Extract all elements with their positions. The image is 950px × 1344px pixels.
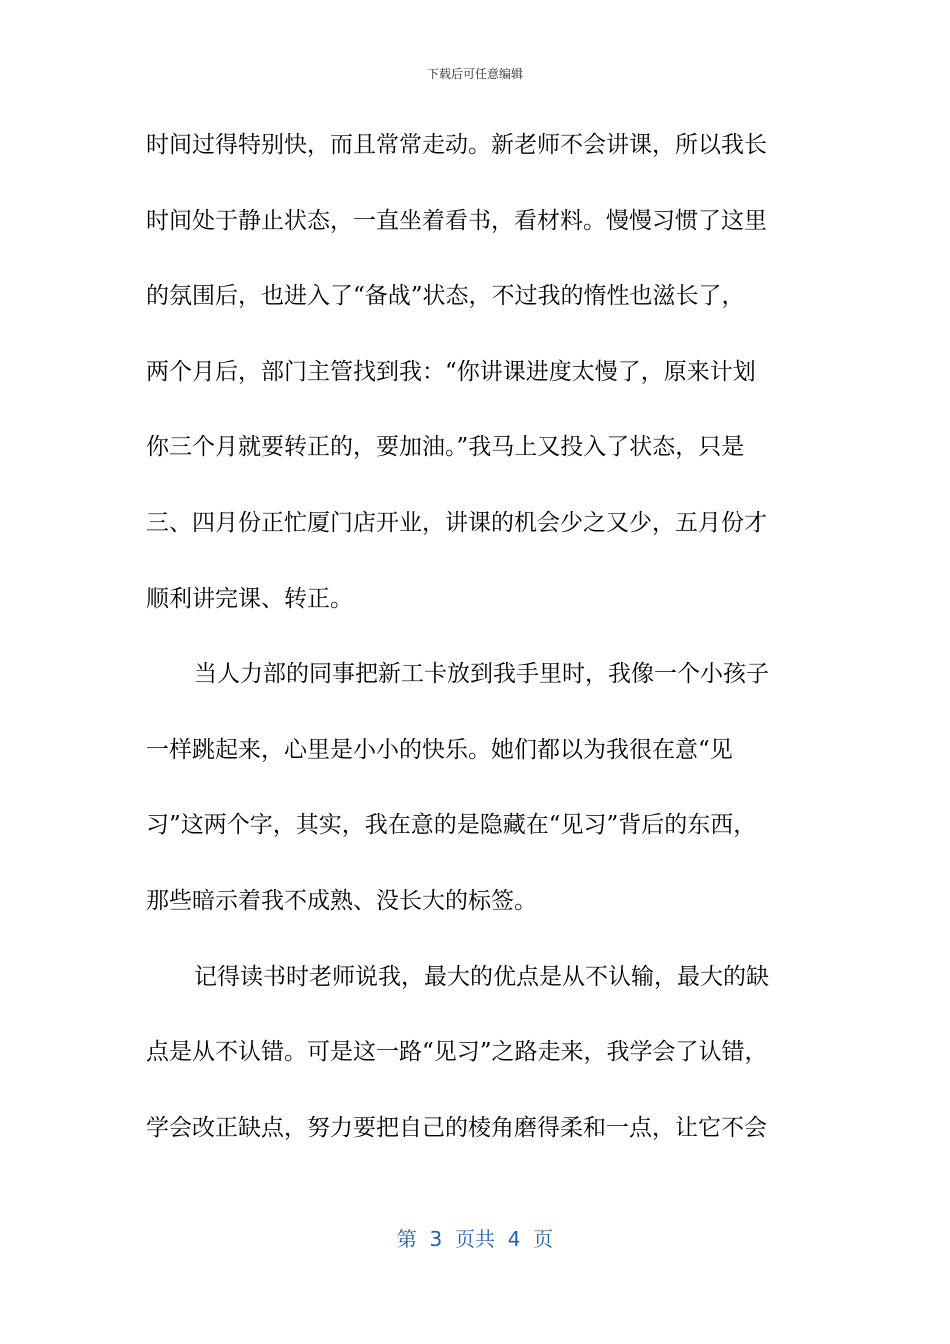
paragraph-start-line: 记得读书时老师说我，最大的优点是从不认输，最大的缺	[194, 963, 769, 990]
text-line: 三、四月份正忙厦门店开业，讲课的机会少之又少，五月份才	[146, 509, 767, 536]
text-line: 你三个月就要转正的，要加油。”我马上又投入了状态，只是	[146, 434, 745, 461]
text-line: 时间过得特别快，而且常常走动。新老师不会讲课，所以我长	[146, 132, 767, 158]
text-line: 时间处于静止状态，一直坐着看书，看材料。慢慢习惯了这里	[146, 207, 767, 234]
text-line: 顺利讲完课、转正。	[146, 585, 353, 612]
text-line: 学会改正缺点，努力要把自己的棱角磨得柔和一点，让它不会	[146, 1114, 767, 1141]
text-line: 一样跳起来，心里是小小的快乐。她们都以为我很在意“见	[146, 736, 733, 763]
text-line: 那些暗示着我不成熟、没长大的标签。	[146, 887, 537, 914]
document-body	[146, 120, 810, 1178]
text-line: 习”这两个字，其实，我在意的是隐藏在“见习”背后的东西，	[146, 812, 757, 839]
text-line: 两个月后，部门主管找到我：“你讲课进度太慢了，原来计划	[146, 358, 756, 385]
text-line: 点是从不认错。可是这一路“见习”之路走来，我学会了认错，	[146, 1039, 768, 1066]
paragraph-start-line: 当人力部的同事把新工卡放到我手里时，我像一个小孩子	[194, 661, 769, 688]
page-number-footer: 第 3 页共 4 页	[396, 1227, 554, 1251]
text-line: 的氛围后，也进入了“备战”状态，不过我的惰性也滋长了，	[146, 283, 745, 310]
page-header: 下载后可任意编辑	[426, 67, 523, 81]
